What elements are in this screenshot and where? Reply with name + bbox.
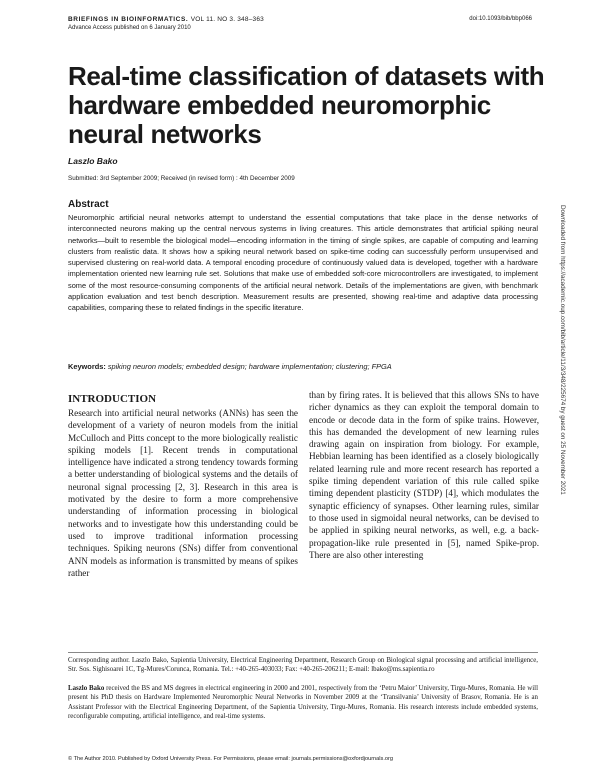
body-column-left: Research into artificial neural networks (ANNs) has seen the development of a variety of neuron models from the initial McCulloch and Pitts concept to the more biologically realistic spiking models [1]. Recent trends in computational intelligence have indicated a strong tendency towards forming a better understanding of biological systems and the details of neuronal signal processing [2, 3]. Research in this area is motivated by the desire to form a more comprehensive understanding of information processing in biological networks and to investigate how this understanding could be used to improve traditional information processing techniques. Spiking neurons (SNs) differ from conventional ANN models as information is transmitted by means of spikes rather xyxy=(68,408,298,578)
journal-name: BRIEFINGS IN BIOINFORMATICS. xyxy=(68,16,189,23)
footnote-divider xyxy=(68,652,538,653)
advance-access-note: Advance Access published on 6 January 2010 xyxy=(68,25,191,31)
download-watermark: Downloaded from https://academic.oup.com/bib/article/11/3/348/225674 by guest on 25 November 2021 xyxy=(559,205,566,495)
author-bio-text: received the BS and MS degrees in electrical engineering in 2000 and 2001, respectively from the ‘Petru Maior’ University, Tirgu-Mures, Romania. He will present his PhD thesis on Hardware Implemented Neuromorphic Neural Networks in November 2009 at the ‘Transilvania’ University of Brasov, Romania. He is an Assistant Professor with the Electrical Engineering Department, of the Sapientia University, Tirgu-Mures, Romania. His research interests include embedded systems, reconfigurable computing, artificial intelligence, and real-time systems. xyxy=(68,685,538,721)
keywords-label: Keywords: xyxy=(68,362,106,371)
abstract-text: Neuromorphic artificial neural networks attempt to understand the essential computations that take place in the dense networks of interconnected neurons making up the central nervous systems in living creatures. This article demonstrates that artificial spiking neural networks—built to resemble the biological model—encoding information in the timing of single spikes, are capable of computing and learning clusters from realistic data. It shows how a spiking neural network based on spike-time coding can successfully perform unsupervised and supervised clustering on real-world data. A temporal encoding procedure of continuously valued data is developed, together with a hardware implementation oriented new learning rule set. Solutions that make use of embedded soft-core microcontrollers are investigated, to implement some of the most resource-consuming components of the artificial neural network. Details of the implementations are given, with benchmark application evaluation and test bench description. Measurement results are presented, showing real-time and adaptive data processing capabilities, comparing these to related findings in the specific literature. xyxy=(68,213,538,313)
journal-header xyxy=(68,16,264,23)
introduction-heading: INTRODUCTION xyxy=(68,393,157,405)
journal-volume: VOL 11. NO 3. 348–363 xyxy=(190,16,264,23)
submission-dates: Submitted: 3rd September 2009; Received (in revised form) : 4th December 2009 xyxy=(68,175,295,182)
author-name: Laszlo Bako xyxy=(68,156,118,166)
keywords-text: spiking neuron models; embedded design; hardware implementation; clustering; FPGA xyxy=(107,362,392,371)
doi[interactable]: doi:10.1093/bib/bbp066 xyxy=(469,16,532,22)
abstract-heading: Abstract xyxy=(68,199,109,210)
copyright-footer: © The Author 2010. Published by Oxford University Press. For Permissions, please email: journals.permissions@oxfordjournals.org xyxy=(68,756,393,762)
keywords xyxy=(68,362,538,371)
body-column-right: than by firing rates. It is believed that this allows SNs to have richer dynamics as they can exploit the temporal domain to encode or decode data in the form of spike trains. However, this has demanded the development of new learning rules drawing again on inspiration from biology. For example, Hebbian learning has been identified as a closely biologically related learning rule and more recent research has reported a spike timing dependent variation of this rule called spike timing dependent plasticity (STDP) [4], which modulates the synaptic efficiency of synapses. Other learning rules, similar to those used in sigmoidal neural networks, can be devised to be applied in spiking neural networks, as well, e.g. a back-propagation-like rule presented in [5], named Spike-prop. There are also other interesting xyxy=(309,390,539,560)
author-bio-name: Laszlo Bako xyxy=(68,685,105,692)
article-title: Real-time classification of datasets with hardware embedded neuromorphic neural networks xyxy=(68,61,545,149)
author-bio xyxy=(68,684,538,722)
corresponding-author-note: Corresponding author. Laszlo Bako, Sapientia University, Electrical Engineering Department, Research Group on Biological signal processing and artificial intelligence, Str. Sos. Sighisoarei 1C, Tg-Mures/Corunca, Romania. Tel.: +40-265-403033; Fax: +40-265-206211; E-mail: lbako@ms.sapientia.ro xyxy=(68,657,538,674)
